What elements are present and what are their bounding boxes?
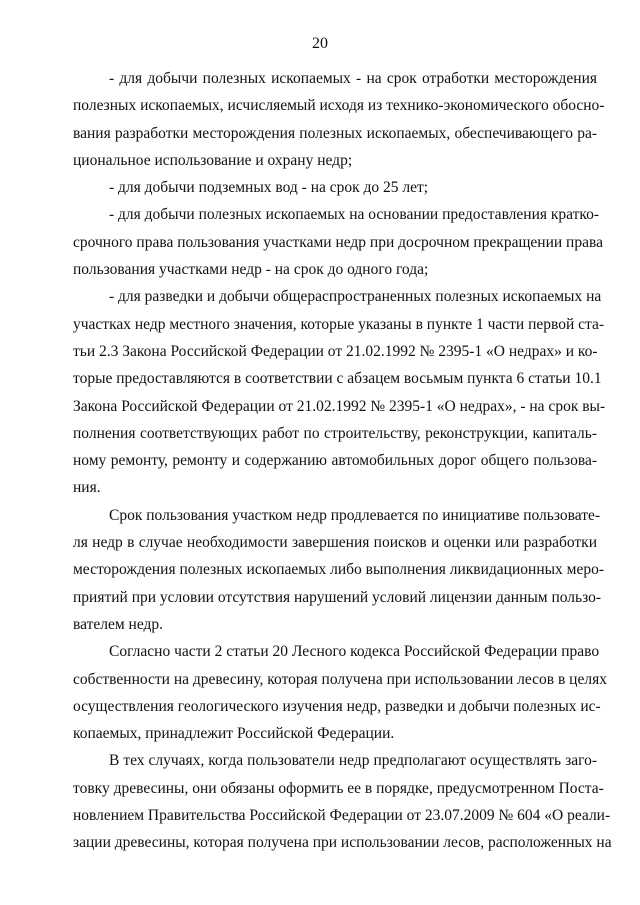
text-line: ля недр в случае необходимости завершения поисков и оценки или разработки (73, 534, 597, 552)
paragraph-timber-harvesting (73, 747, 612, 856)
text-line: циональное использование и охрану недр; (73, 151, 353, 169)
text-line: вания разработки месторождения полезных ископаемых, обеспечивающего ра- (73, 124, 597, 142)
text-line: торые предоставляются в соответствии с абзацем восьмым пункта 6 статьи 10.1 (73, 370, 602, 388)
text-line: ния. (73, 479, 101, 497)
text-line: вателем недр. (73, 615, 164, 633)
text-line: Срок пользования участком недр продлевается по инициативе пользовате- (109, 506, 601, 524)
text-line: полнения соответствующих работ по строительству, реконструкции, капиталь- (73, 424, 597, 442)
text-line: участках недр местного значения, которые указаны в пункте 1 части первой ста- (73, 315, 605, 333)
text-line: ному ремонту, ремонту и содержанию автомобильных дорог общего пользова- (73, 452, 597, 470)
text-line: товку древесины, они обязаны оформить ее в порядке, предусмотренном Поста- (73, 779, 604, 797)
text-line: Согласно части 2 статьи 20 Лесного кодекса Российской Федерации право (109, 643, 600, 661)
text-line: - для добычи полезных ископаемых на основании предоставления кратко- (109, 206, 600, 224)
paragraph-common-minerals-term (73, 283, 606, 501)
paragraph-forest-code (73, 638, 607, 747)
text-line: срочного права пользования участками недр при досрочном прекращении права (73, 233, 603, 251)
text-line: Закона Российской Федерации от 21.02.1992 № 2395-1 «О недрах», - на срок вы- (73, 397, 606, 415)
text-line: - для добычи полезных ископаемых - на срок отработки месторождения (109, 70, 597, 87)
text-line: зации древесины, которая получена при использовании лесов, расположенных на (73, 834, 612, 852)
page-number: 20 (312, 35, 328, 52)
paragraph-groundwater-term (73, 174, 597, 201)
paragraph-short-term-right (73, 201, 603, 283)
paragraph-mineral-extraction-term (73, 65, 605, 174)
document-body (73, 65, 612, 857)
text-line: - для разведки и добычи общераспространенных полезных ископаемых на (109, 288, 602, 306)
text-line: полезных ископаемых, исчисляемый исходя из технико-экономического обосно- (73, 97, 605, 115)
text-line: копаемых, принадлежит Российской Федерации. (73, 725, 395, 743)
text-line: В тех случаях, когда пользователи недр предполагают осуществлять заго- (109, 752, 597, 770)
text-line: - для добычи подземных вод - на срок до 25 лет; (109, 179, 429, 197)
text-line: месторождения полезных ископаемых либо выполнения ликвидационных меро- (73, 561, 605, 579)
text-line: новлением Правительства Российской Федерации от 23.07.2009 № 604 «О реали- (73, 807, 611, 825)
text-line: собственности на древесину, которая получена при использовании лесов в целях (73, 670, 607, 688)
text-line: пользования участками недр - на срок до одного года; (73, 261, 429, 279)
paragraph-extension (73, 502, 605, 638)
text-line: осуществления геологического изучения недр, разведки и добычи полезных ис- (73, 697, 601, 715)
text-line: приятий при условии отсутствия нарушений условий лицензии данным пользо- (73, 588, 602, 606)
text-line: тьи 2.3 Закона Российской Федерации от 21.02.1992 № 2395-1 «О недрах» и ко- (73, 342, 598, 360)
